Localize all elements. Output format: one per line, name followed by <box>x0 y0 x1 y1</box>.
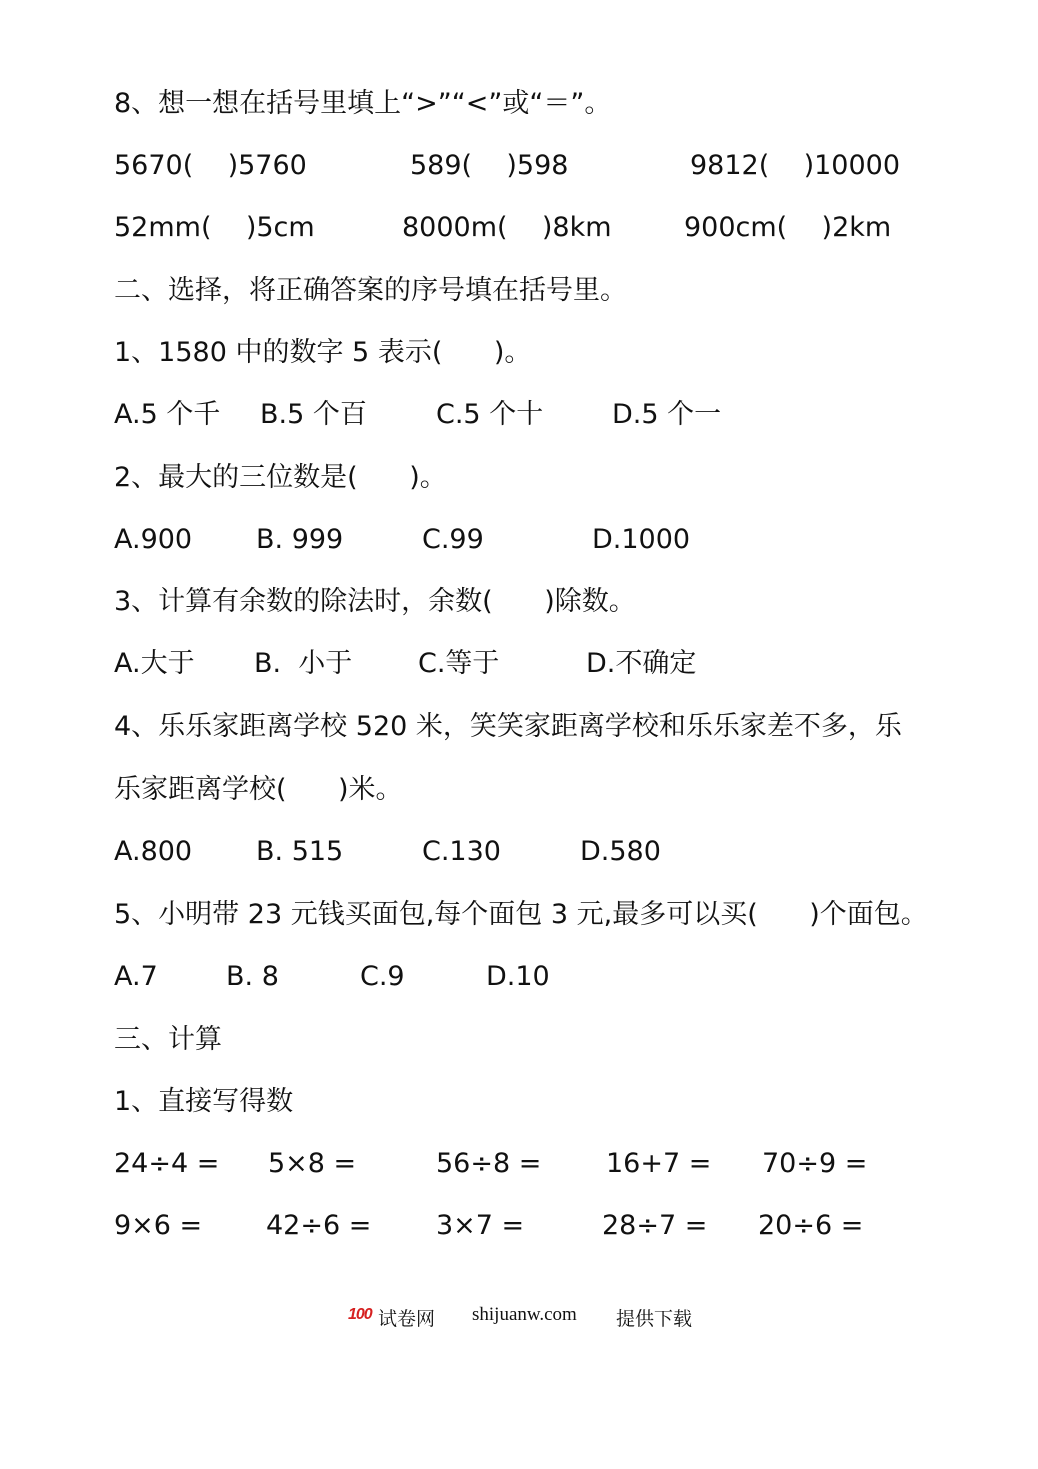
calc-item: 16+7 = <box>606 1148 712 1179</box>
question-4-options <box>114 832 914 872</box>
site-name: 试卷网 <box>378 1309 436 1330</box>
question-1: 1、1580 中的数字 5 表示( )。 <box>114 337 532 368</box>
option-a: A.900 <box>114 524 193 555</box>
site-domain[interactable]: shijuanw.com <box>472 1304 577 1325</box>
section-3-subheading: 1、直接写得数 <box>114 1086 294 1117</box>
option-a: A.5 个千 <box>114 399 221 430</box>
option-c: C.99 <box>422 524 484 555</box>
option-b: B. 8 <box>226 961 279 992</box>
option-a: A.800 <box>114 836 193 867</box>
calc-item: 20÷6 = <box>758 1210 864 1241</box>
option-c: C.5 个十 <box>436 399 544 430</box>
section-2-heading: 二、选择，将正确答案的序号填在括号里。 <box>114 275 627 306</box>
compare-item: 5670( )5760 <box>114 150 307 181</box>
site-logo-number: 100 <box>348 1306 372 1323</box>
calc-item: 5×8 = <box>268 1148 357 1179</box>
calc-item: 24÷4 = <box>114 1148 220 1179</box>
calc-item: 9×6 = <box>114 1210 203 1241</box>
option-b: B.5 个百 <box>260 399 367 430</box>
question-2: 2、最大的三位数是( )。 <box>114 462 447 493</box>
question-3-options <box>114 644 914 684</box>
option-d: D.10 <box>486 961 550 992</box>
page-footer <box>0 1300 1038 1332</box>
option-a: A.大于 <box>114 648 195 679</box>
download-note: 提供下载 <box>616 1309 693 1330</box>
calc-row-1 <box>114 1144 934 1184</box>
calc-item: 42÷6 = <box>266 1210 372 1241</box>
question-4-line-2: 乐家距离学校( )米。 <box>114 774 403 805</box>
calc-item: 56÷8 = <box>436 1148 542 1179</box>
compare-item: 9812( )10000 <box>690 150 901 181</box>
question-5-options <box>114 957 914 997</box>
section-3-heading: 三、计算 <box>114 1024 222 1055</box>
option-a: A.7 <box>114 961 158 992</box>
option-b: B. 999 <box>256 524 344 555</box>
question-2-options <box>114 520 914 560</box>
option-d: D.1000 <box>592 524 691 555</box>
question-5: 5、小明带 23 元钱买面包,每个面包 3 元,最多可以买( )个面包。 <box>114 899 928 930</box>
option-c: C.等于 <box>418 648 500 679</box>
option-b: B. 515 <box>256 836 344 867</box>
q8-row-2 <box>114 208 994 248</box>
compare-item: 52mm( )5cm <box>114 212 315 243</box>
compare-item: 900cm( )2km <box>684 212 892 243</box>
option-c: C.9 <box>360 961 405 992</box>
option-c: C.130 <box>422 836 501 867</box>
option-d: D.5 个一 <box>612 399 722 430</box>
calc-item: 70÷9 = <box>762 1148 868 1179</box>
option-b: B. 小于 <box>254 648 353 679</box>
calc-item: 28÷7 = <box>602 1210 708 1241</box>
option-d: D.不确定 <box>586 648 697 679</box>
compare-item: 8000m( )8km <box>402 212 612 243</box>
question-3: 3、计算有余数的除法时，余数( )除数。 <box>114 586 636 617</box>
q8-row-1 <box>114 146 994 186</box>
q8-title: 8、想一想在括号里填上“>”“<”或“＝”。 <box>114 88 612 119</box>
option-d: D.580 <box>580 836 661 867</box>
calc-item: 3×7 = <box>436 1210 525 1241</box>
question-1-options <box>114 395 914 435</box>
question-4-line-1: 4、乐乐家距离学校 520 米，笑笑家距离学校和乐乐家差不多，乐 <box>114 711 902 742</box>
calc-row-2 <box>114 1206 934 1246</box>
compare-item: 589( )598 <box>410 150 569 181</box>
